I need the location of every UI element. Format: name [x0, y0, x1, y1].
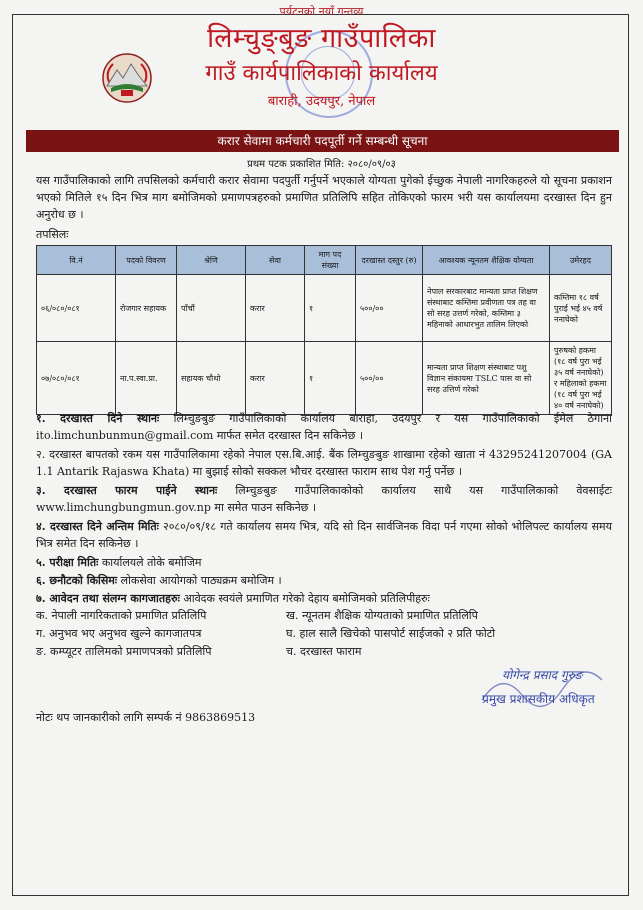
col-header: श्रेणि [177, 246, 246, 275]
cell-service: करार [246, 275, 305, 342]
publication-date: प्रथम पटक प्रकाशित मिति: २०८०/०९/०३ [247, 159, 396, 170]
cell-qualification: मान्यता प्राप्त शिक्षण संस्थाबाट पशु विज्ञान संकायमा TSLC पास वा सो सरह उत्तिर्ण गरेको [423, 342, 550, 415]
cell-age: कम्तिमा १८ वर्ष पुराई भई ४५ वर्ष ननाघेको [550, 275, 612, 342]
col-header: दरखास्त दस्तुर (रु) [356, 246, 423, 275]
cell-service: करार [246, 342, 305, 415]
col-header: वि.नं [37, 246, 116, 275]
section-deadline [36, 518, 612, 552]
cell-count: १ [305, 342, 356, 415]
org-name: लिम्चुङ्बुङ गाउँपालिका [207, 23, 436, 54]
cell-level: सहायक चौथो [177, 342, 246, 415]
cell-fee: ५००/०० [356, 342, 423, 415]
section-text: २. दरखास्त बापतको रकम यस गाउँपालिकामा रहेको नेपाल एस.बि.आई. बैंक लिम्चुङबुङ शाखामा रहेको खाता नं 43295241207004 (GA 1.1 Antarik Rajaswa Khata) मा बुझाई सोको सक्कल भौचर दरखास्त फाराम साथ पेश गर्नु पर्नेछ । [36, 448, 612, 478]
list-item: ग. अनुभव भए अनुभव खुल्ने कागजातपत्र [36, 627, 202, 640]
office-address: बाराही, उदयपुर, नेपाल [267, 94, 376, 109]
section-form-availability [36, 482, 612, 516]
section-text: लिम्चुङबुङ गाउँपालिकाकोको कार्यालय साथै यस गाउँपालिकाको वेवसाईटः www.limchungbungmun.gov.np मा समेत पाउन सकिनेछ । [36, 484, 613, 514]
col-header: माग पद संख्या [305, 246, 356, 275]
section-text: आवेदक स्वयंले प्रमाणित गरेको देहाय बमोजिमको प्रतिलिपीहरुः [183, 592, 430, 605]
section-label: ४. दरखास्त दिने अन्तिम मितिः [36, 520, 159, 533]
cell-post: ना.प.स्वा.प्रा. [116, 342, 177, 415]
cell-count: १ [305, 275, 356, 342]
section-fee-deposit [36, 446, 612, 480]
section-exam-date [36, 554, 612, 571]
col-header: आवश्यक न्यूनतम शैक्षिक योग्यता [423, 246, 550, 275]
list-item: च. दरखास्त फाराम [286, 645, 362, 658]
list-item: घ. हाल सालै खिचेको पासपोर्ट साईजको २ प्रति फोटो [286, 627, 496, 640]
table-label: तपसिलः [36, 228, 69, 241]
section-label: ५. परीक्षा मितिः [36, 556, 99, 569]
table-header-row [37, 246, 612, 275]
section-selection-type [36, 572, 612, 589]
org-motto: पर्यटनको नयाँ गन्तव्य [279, 5, 364, 18]
section-text: २०८०/०९/१८ गते कार्यालय समय भित्र, यदि सो दिन सार्वजिनक विदा पर्न गएमा सोको भोलिपल्ट कार्यालय समय भित्र समेत दिन सकिनेछ । [36, 520, 613, 550]
cell-fee: ५००/०० [356, 275, 423, 342]
table-row [37, 275, 612, 342]
list-item: ख. न्यूनतम शैक्षिक योग्यताको प्रमाणित प्रतिलिपि [286, 609, 478, 622]
cell-sn: ०७/०८०/०८१ [37, 342, 116, 415]
cell-sn: ०६/०८०/०८१ [37, 275, 116, 342]
table-row [37, 342, 612, 415]
section-label: १. दरखास्त दिने स्थानः [36, 412, 160, 425]
section-text: कार्यालयले तोके बमोजिम [101, 556, 202, 569]
section-text: लोकसेवा आयोगको पाठ्यक्रम बमोजिम । [120, 574, 282, 587]
cell-age: पुरुषको हकमा (१८ वर्ष पुरा भई ३५ वर्ष ननाघेको) र महिलाको हकमा (१८ वर्ष पुरा भई ४० वर्ष ननाघेको) [550, 342, 612, 415]
section-label: ३. दरखास्त फारम पाईने स्थानः [36, 484, 218, 497]
list-item: ङ. कम्प्यूटर तालिमको प्रमाणपत्रको प्रतिलिपि [36, 645, 212, 658]
intro-paragraph: यस गाउँपालिकाको लागि तपसिलको कर्मचारी करार सेवामा पदपुर्ती गर्नुपर्ने भएकाले योग्यता पुगेको ईच्छुक नेपाली नागरिकहरुले यो सूचना प्रकाशन भएको मितिले १५ दिन भित्र माग बमोजिमको प्रमाणपत्रहरुको प्रमाणित प्रतिलिपि सहित तोकिएको फारम भरी यस कार्यालयमा दरखास्त दिन हुन अनुरोध छ । [36, 174, 612, 221]
cell-level: पाँचौं [177, 275, 246, 342]
office-name: गाउँ कार्यपालिकाको कार्यालय [205, 61, 438, 86]
col-header: सेवा [246, 246, 305, 275]
documents-list [36, 608, 612, 662]
cell-qualification: नेपाल सरकारबाट मान्यता प्राप्त शिक्षण संस्थाबाट कम्तिमा प्रवीणता पत्र तह वा सो सरह उत्तर्ण गरेको, कम्तिमा ३ महिनाको आधारभुत तालिम लिएको [423, 275, 550, 342]
contact-note: नोटः थप जानकारीको लागि सम्पर्क नं 9863869513 [36, 711, 256, 724]
vacancy-table [36, 245, 612, 415]
signatory-title: प्रमुख प्रशासकीय अधिकृत [482, 692, 595, 706]
signatory-name: योगेन्द्र प्रसाद गुरुङ [502, 668, 583, 682]
list-item: क. नेपाली नागरिकताको प्रमाणित प्रतिलिपि [36, 609, 207, 622]
section-text: लिम्चुङबुङ गाउँपालिकाको कार्यालय बाराहा, उदयपुर र यस गाउँपालिकाको ईमेल ठेगाना ito.limchunbunmun@gmail.com मार्फत समेत दरखास्त दिन सकिनेछ । [36, 412, 612, 442]
section-application-place [36, 410, 612, 444]
notice-title: करार सेवामा कर्मचारी पदपूर्ती गर्ने सम्बन्धी सूचना [26, 130, 619, 152]
section-documents [36, 590, 612, 607]
col-header: पदको विवरण [116, 246, 177, 275]
col-header: उमेरहद [550, 246, 612, 275]
section-label: ६. छनौटको किसिमः [36, 574, 118, 587]
section-label: ७. आवेदन तथा संलग्न कागजातहरुः [36, 592, 180, 605]
cell-post: रोजगार सहायक [116, 275, 177, 342]
